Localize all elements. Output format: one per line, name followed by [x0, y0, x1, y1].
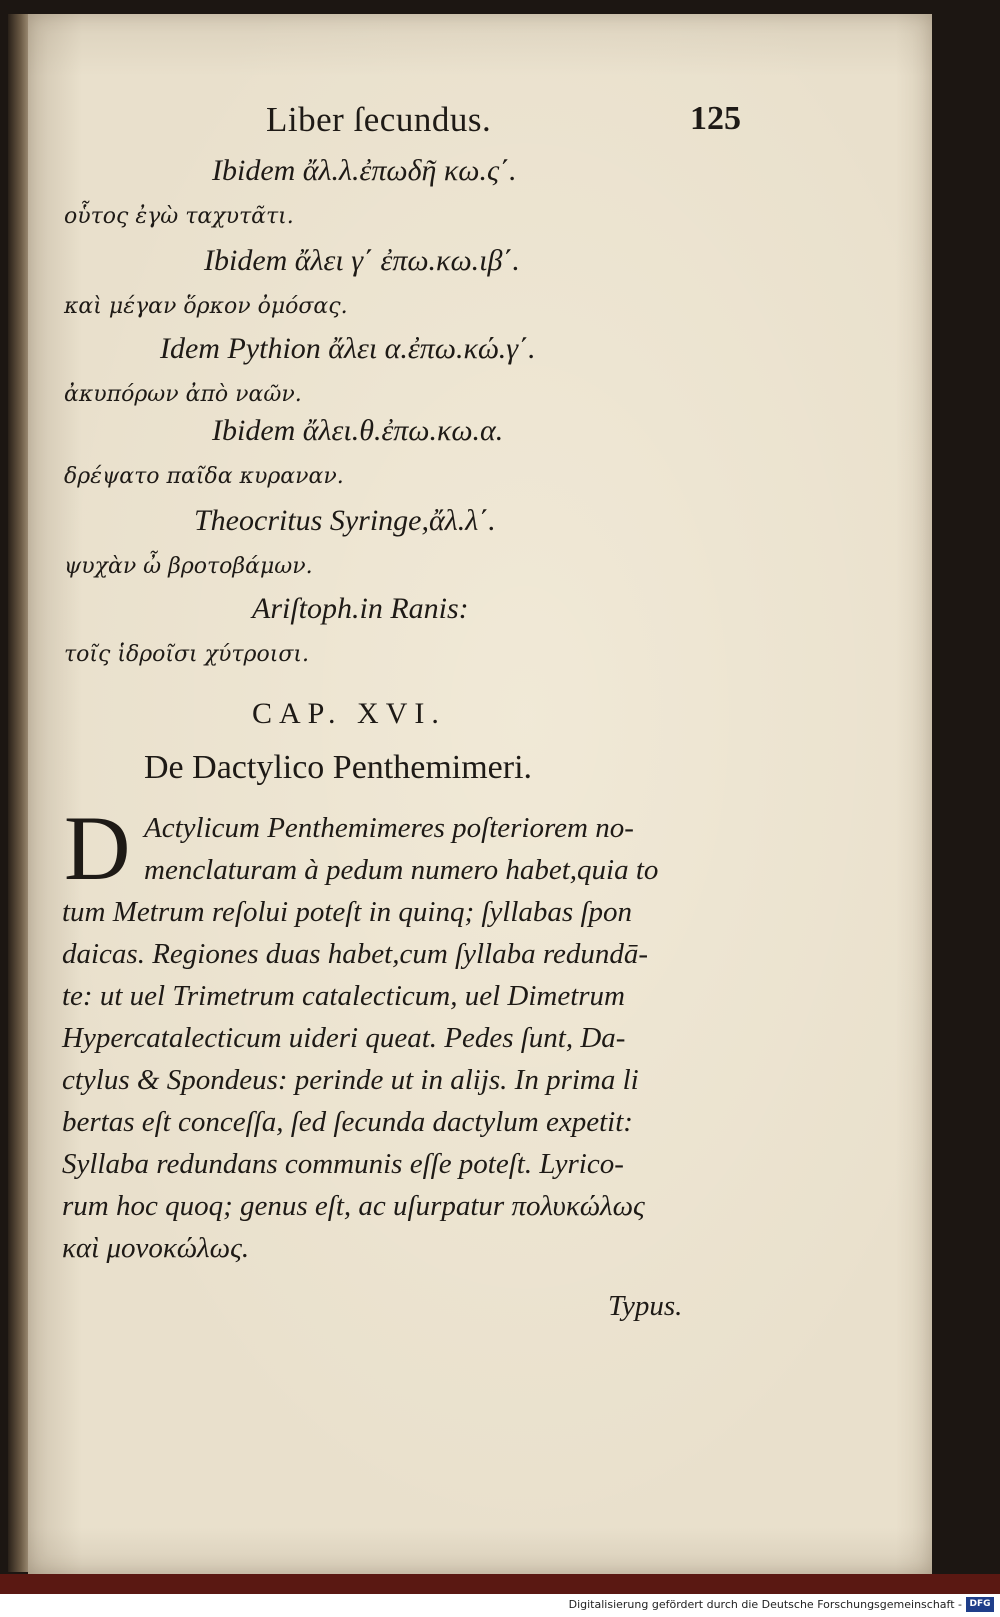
greek-verse-line: δρέψατο παῖδα κυραναν. — [64, 464, 344, 489]
chapter-number: CAP. XVI. — [252, 697, 446, 730]
greek-verse-line: ἀκυπόρων ἀπὸ ναῶν. — [64, 382, 302, 407]
catchword: Typus. — [608, 1290, 683, 1322]
footer-credit: Digitalisierung gefördert durch die Deutsche Forschungsgemeinschaft - — [568, 1598, 962, 1611]
drop-cap: D — [64, 797, 131, 899]
greek-verse-line: τοῖς ἱδροῖσι χύτροισι. — [64, 642, 309, 667]
book-page — [28, 14, 932, 1574]
dfg-logo: DFG — [966, 1597, 994, 1612]
body-line: rum hoc quoq; genus eſt, ac uſurpatur πολυκώλως — [62, 1190, 645, 1222]
body-line: te: ut uel Trimetrum catalecticum, uel Dimetrum — [62, 980, 625, 1012]
citation-line: Ibidem ἄλει γ΄ ἐπω.κω.ιβ΄. — [204, 244, 520, 277]
citation-line: Ibidem ἄλ.λ.ἐπωδῆ κω.ς΄. — [212, 154, 517, 187]
body-line: bertas eſt conceſſa, ſed ſecunda dactylum expetit: — [62, 1106, 633, 1138]
body-line: Actylicum Penthemimeres poſteriorem no- — [144, 812, 634, 844]
body-line: Hypercatalecticum uideri queat. Pedes ſunt, Da- — [62, 1022, 626, 1054]
citation-line: Theocritus Syringe,ἄλ.λ΄. — [194, 504, 496, 537]
greek-verse-line: καὶ μέγαν ὅρκον ὀμόσας. — [64, 294, 348, 319]
citation-line: Ibidem ἄλει.θ.ἐπω.κω.α. — [212, 414, 504, 447]
greek-verse-line: ψυχὰν ὦ βροτοβάμων. — [64, 554, 313, 579]
body-line: καὶ μονοκώλως. — [62, 1232, 250, 1264]
digitization-footer — [0, 1594, 1000, 1617]
citation-line: Ariſtoph.in Ranis: — [252, 592, 469, 625]
running-head: Liber ſecundus. — [266, 100, 492, 139]
scan-bottom-edge — [0, 1574, 1000, 1594]
page-number: 125 — [690, 100, 741, 137]
greek-verse-line: οὗτος ἐγὼ ταχυτᾶτι. — [64, 204, 294, 229]
body-line: menclaturam à pedum numero habet,quia to — [144, 854, 659, 886]
citation-line: Idem Pythion ἄλει α.ἐπω.κώ.γ΄. — [160, 332, 536, 365]
body-line: ctylus & Spondeus: perinde ut in alijs. In prima li — [62, 1064, 639, 1096]
body-line: tum Metrum reſolui poteſt in quinq; ſyllabas ſpon — [62, 896, 633, 928]
body-line: daicas. Regiones duas habet,cum ſyllaba redundā- — [62, 938, 649, 970]
chapter-title: De Dactylico Penthemimeri. — [144, 749, 533, 786]
body-line: Syllaba redundans communis eſſe poteſt. Lyrico- — [62, 1148, 624, 1180]
